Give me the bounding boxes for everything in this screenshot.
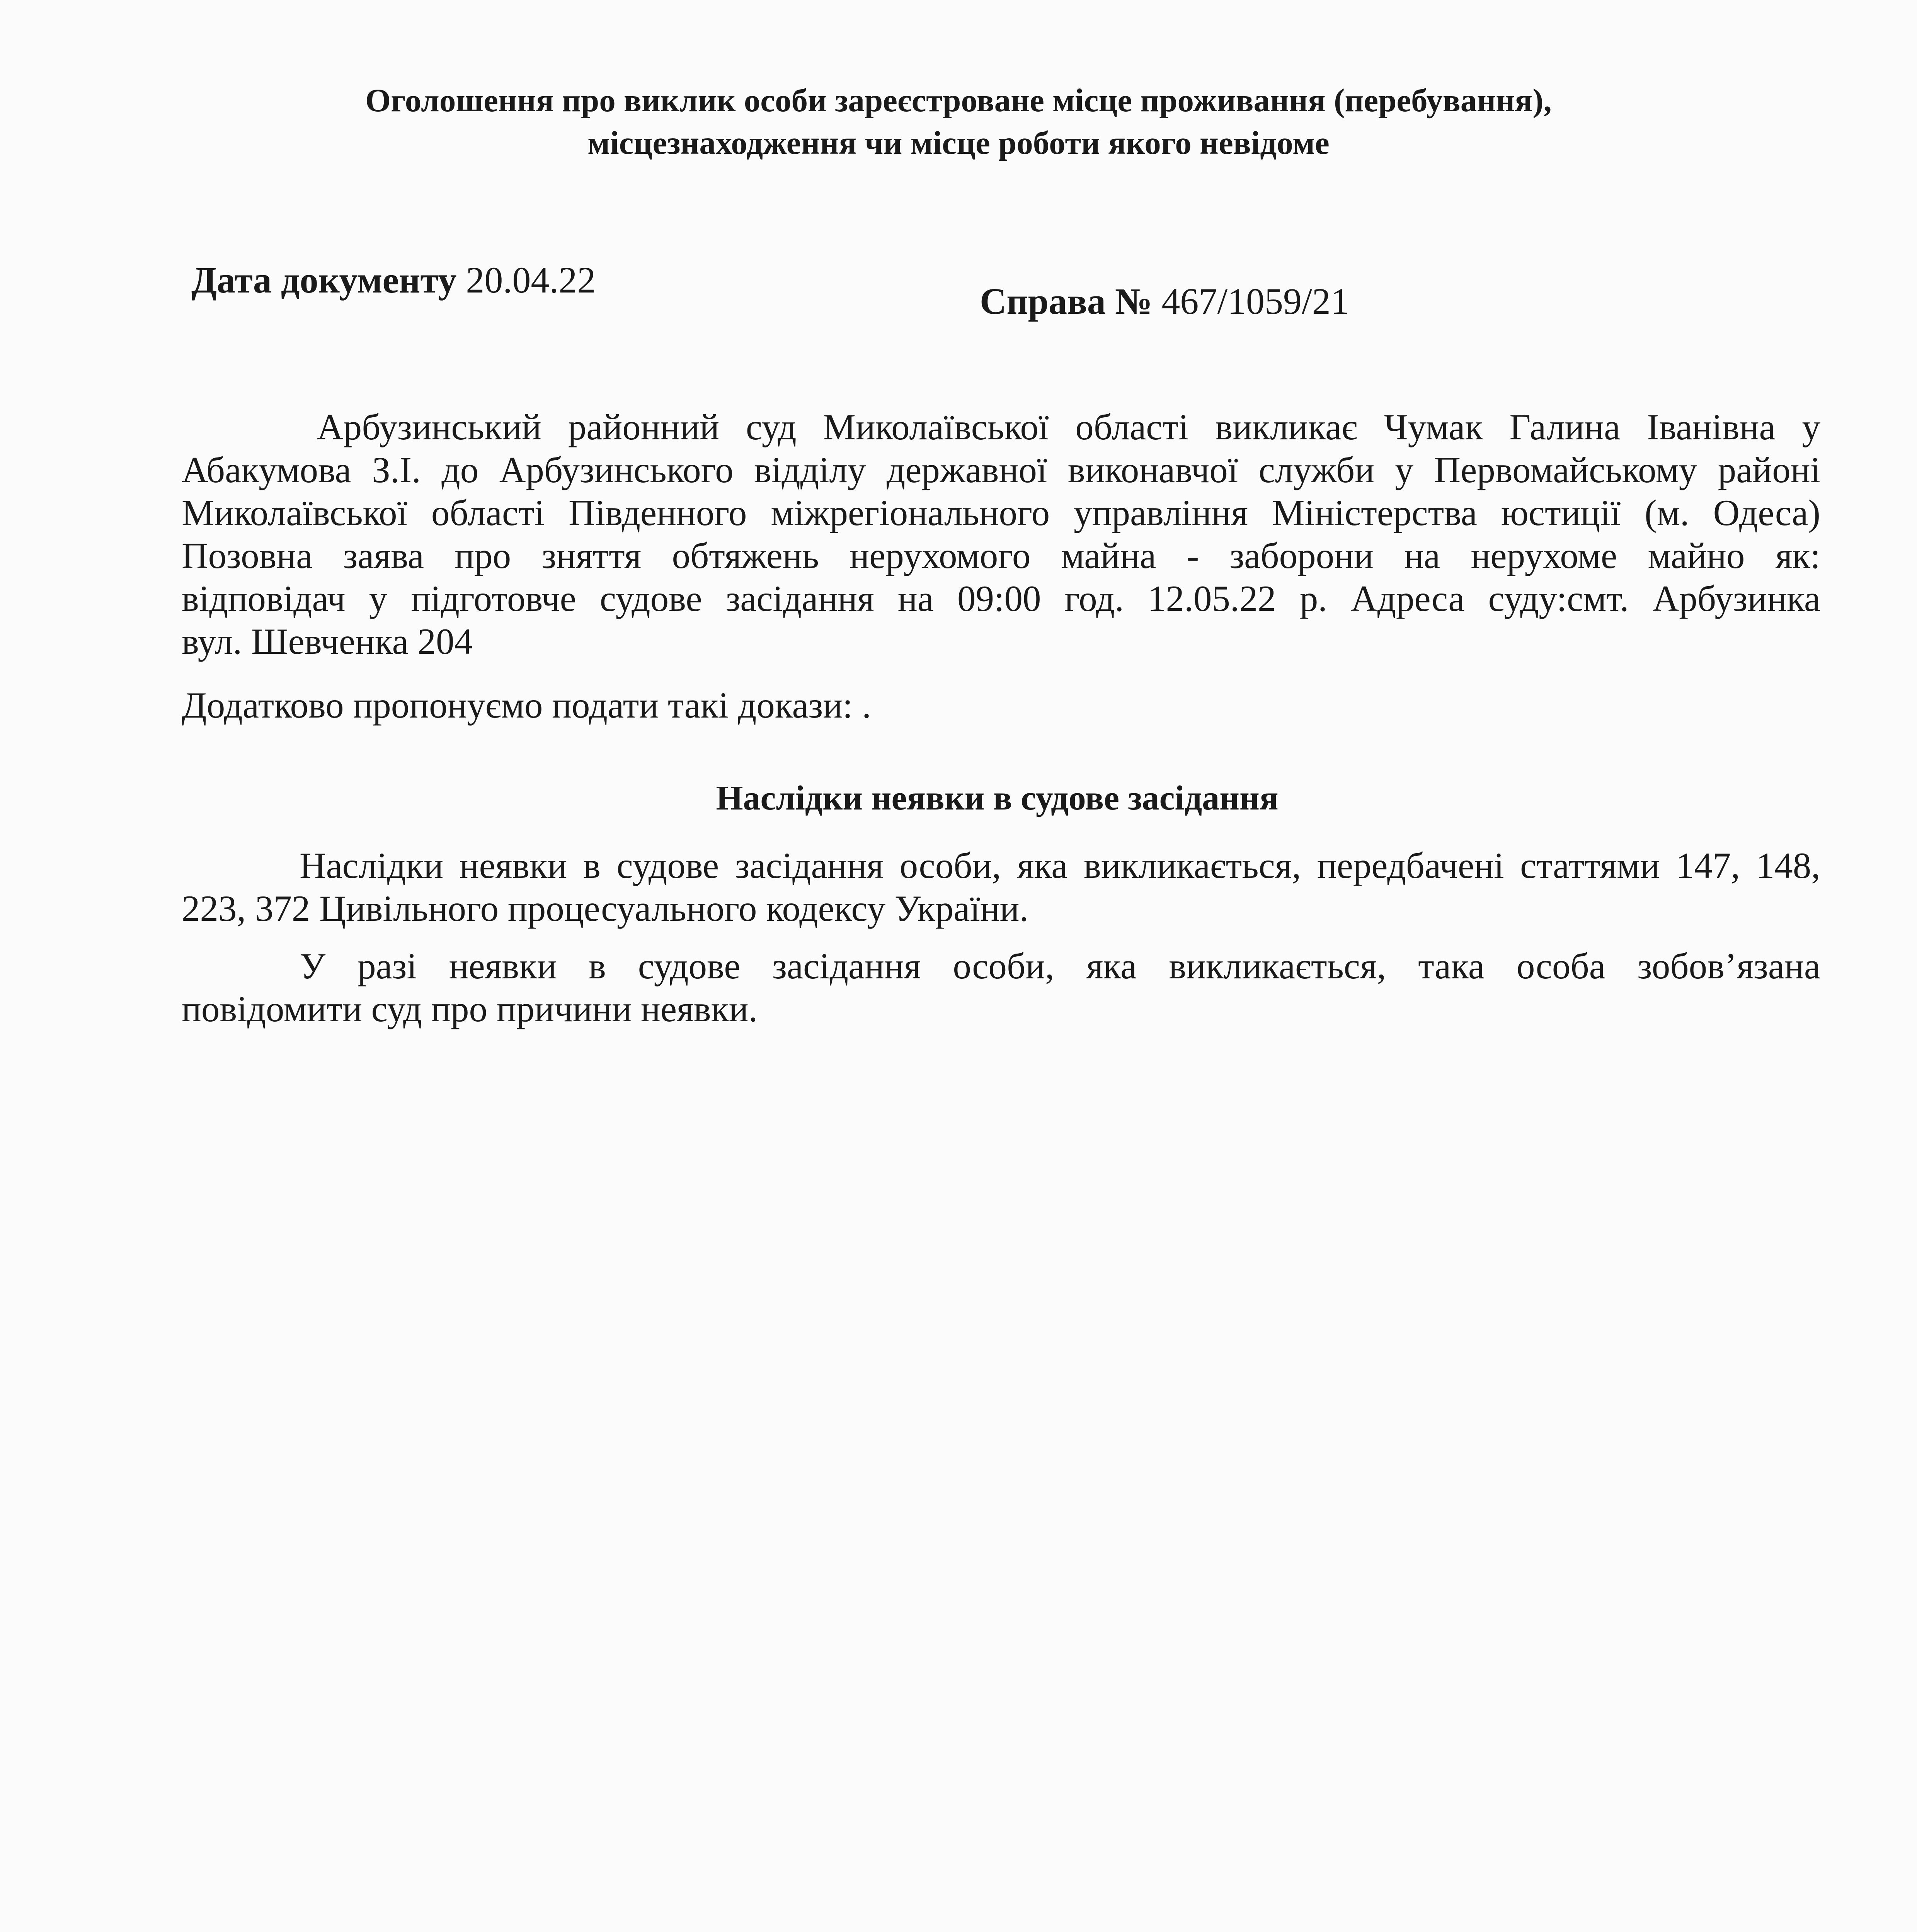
document-date (191, 259, 596, 301)
date-value: 20.04.22 (466, 259, 596, 301)
summons-line: Позовна заява про зняття обтяжень нерухомого майна - заборони на нерухоме майно як: (182, 535, 1820, 576)
date-label: Дата документу (191, 259, 457, 301)
summons-line: Арбузинський районний суд Миколаївської області викликає Чумак Галина Іванівна у (317, 406, 1820, 447)
consequences-line: 223, 372 Цивільного процесуального кодексу України. (182, 888, 1029, 929)
title-line-2: місцезнаходження чи місце роботи якого невідоме (587, 125, 1330, 161)
summons-line: Абакумова З.І. до Арбузинського відділу державної виконавчої служби у Первомайському районі (182, 449, 1820, 490)
notify-line: У разі неявки в судове засідання особи, яка викликається, така особа зобов’язана (300, 946, 1820, 986)
title-line-1: Оголошення про виклик особи зареєстроване місце проживання (перебування), (365, 82, 1552, 119)
summons-line: Миколаївської області Південного міжрегіонального управління Міністерства юстиції (м. Одеса) (182, 492, 1820, 533)
case-value: 467/1059/21 (1161, 281, 1349, 322)
document-title (178, 79, 1739, 164)
consequences-line: Наслідки неявки в судове засідання особи, яка викликається, передбачені статтями 147, 148, (300, 845, 1820, 886)
case-number (980, 280, 1349, 323)
notify-paragraph (182, 945, 1820, 1031)
consequences-heading: Наслідки неявки в судове засідання (716, 779, 1279, 817)
summons-line: відповідач у підготовче судове засідання на 09:00 год. 12.05.22 р. Адреса суду:смт. Арбузинка (182, 578, 1820, 619)
summons-line: вул. Шевченка 204 (182, 621, 473, 662)
summons-paragraph (182, 406, 1820, 663)
notify-line: повідомити суд про причини неявки. (182, 988, 758, 1029)
consequences-paragraph (182, 844, 1820, 930)
case-label: Справа № (980, 281, 1153, 322)
extra-evidence-text: Додатково пропонуємо подати такі докази: . (182, 685, 871, 726)
